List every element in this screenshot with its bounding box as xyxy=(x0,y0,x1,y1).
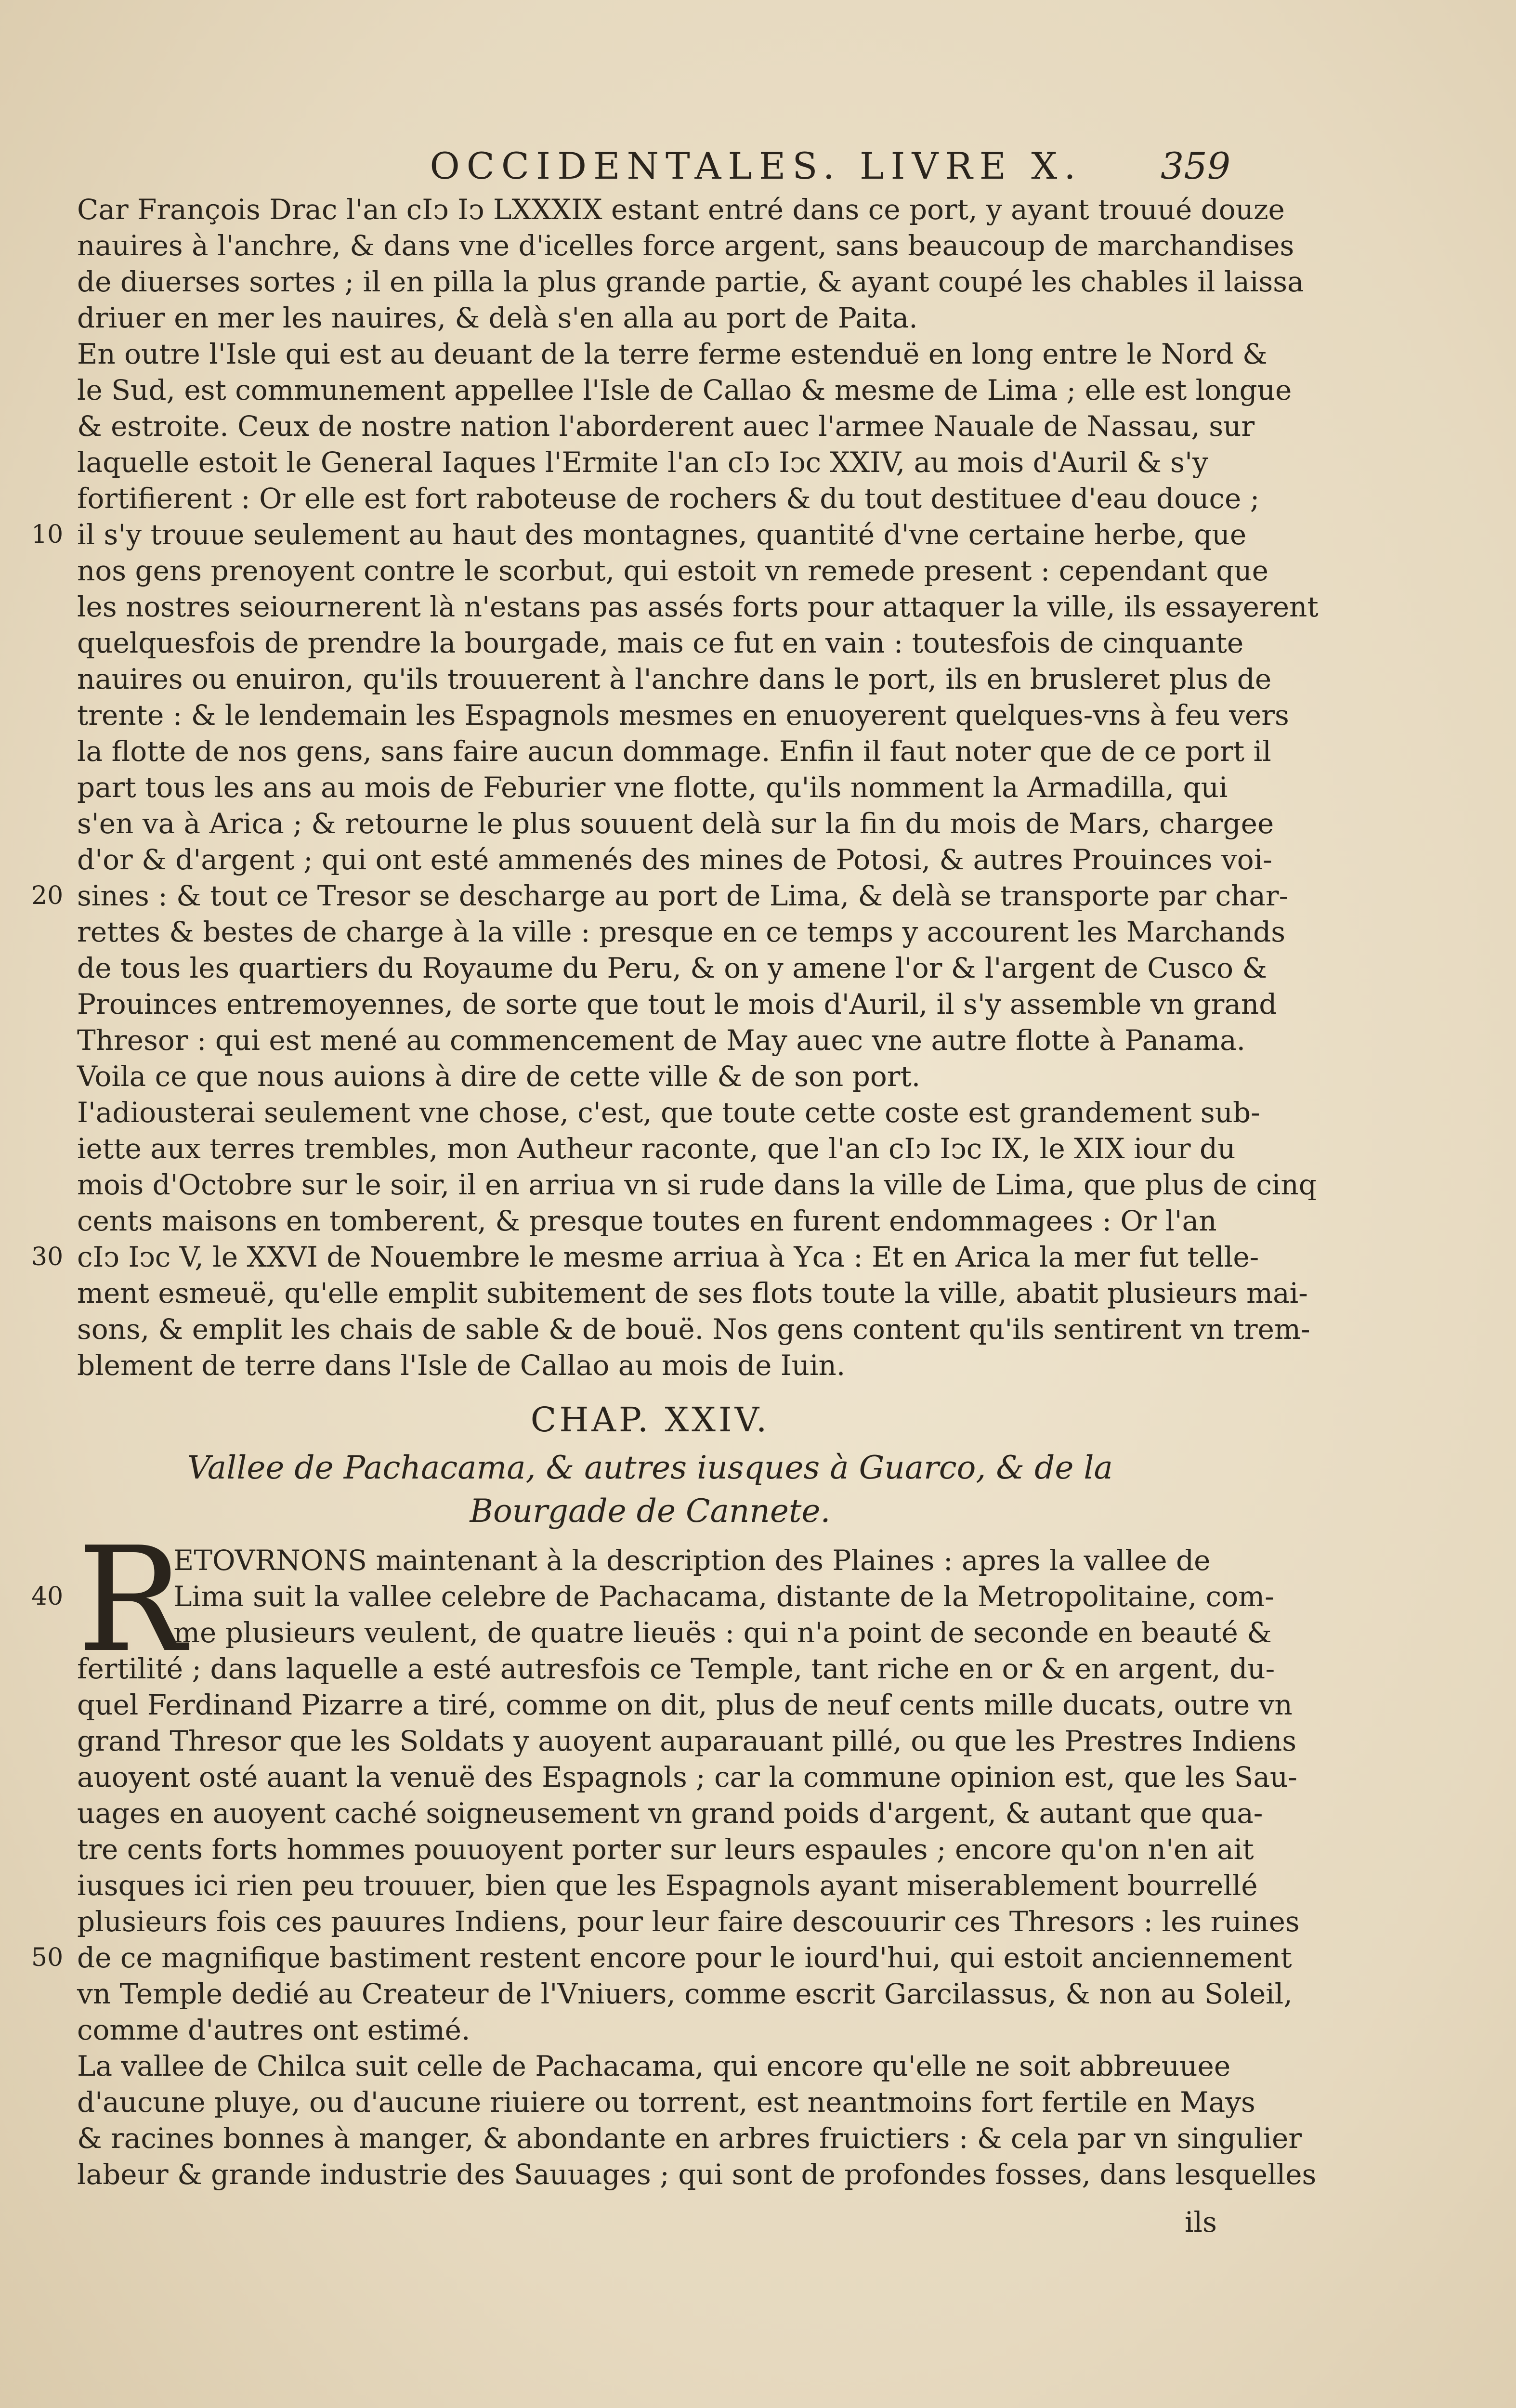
text-line xyxy=(77,2157,1317,2193)
line-text: s'en va à Arica ; & retourne le plus souuent delà sur la fin du mois de Mars, chargee xyxy=(77,807,1274,840)
text-line xyxy=(77,408,1255,445)
line-text: quel Ferdinand Pizarre a tiré, comme on dit, plus de neuf cents mille ducats, outre vn xyxy=(77,1688,1293,1721)
text-line xyxy=(77,806,1274,842)
text-line xyxy=(77,228,1294,264)
text-line xyxy=(77,1615,1272,1651)
line-text: les nostres seiournerent là n'estans pas assés forts pour attaquer la ville, ils essayerent xyxy=(77,590,1319,623)
line-text: & racines bonnes à manger, & abondante en arbres fruictiers : & cela par vn singulier xyxy=(77,2122,1302,2155)
line-number: 50 xyxy=(31,1943,64,1972)
text-line xyxy=(77,1167,1317,1203)
text-line xyxy=(77,300,1223,336)
text-line xyxy=(77,264,1304,300)
line-text: d'or & d'argent ; qui ont esté ammenés des mines de Potosi, & autres Prouinces voi- xyxy=(77,843,1272,876)
line-text: de ce magnifique bastiment restent encore pour le iourd'hui, qui estoit anciennement xyxy=(77,1941,1292,1974)
text-line xyxy=(77,1868,1258,1904)
chapter-title-line-2: Bourgade de Cannete. xyxy=(470,1492,831,1530)
text-line xyxy=(77,2084,1255,2120)
line-text: nauires ou enuiron, qu'ils trouuerent à l'anchre dans le port, ils en brusleret plus de xyxy=(77,663,1272,695)
text-line xyxy=(77,589,1319,625)
line-text: part tous les ans au mois de Feburier vne flotte, qu'ils nomment la Armadilla, qui xyxy=(77,771,1228,804)
line-text: rettes & bestes de charge à la ville : presque en ce temps y accourent les Marchands xyxy=(77,916,1286,948)
chapter-title-line-1: Vallee de Pachacama, & autres iusques à Guarco, & de la xyxy=(187,1449,1113,1486)
text-line xyxy=(77,733,1271,770)
line-text: cIↄ Iↄc V, le XXVI de Nouembre le mesme arriua à Yca : Et en Arica la mer fut telle- xyxy=(77,1241,1259,1273)
line-text: labeur & grande industrie des Sauuages ; qui sont de profondes fosses, dans lesquelles xyxy=(77,2158,1317,2191)
text-line xyxy=(77,1131,1236,1167)
line-text: La vallee de Chilca suit celle de Pachacama, qui encore qu'elle ne soit abbreuuee xyxy=(77,2050,1231,2082)
text-line xyxy=(77,1275,1308,1311)
text-line xyxy=(77,625,1244,661)
line-text: iette aux terres trembles, mon Autheur raconte, que l'an cIↄ Iↄc IX, le XIX iour du xyxy=(77,1132,1236,1165)
text-line xyxy=(77,1976,1293,2012)
line-text: laquelle estoit le General Iaques l'Ermite l'an cIↄ Iↄc XXIV, au mois d'Auril & s'y xyxy=(77,446,1208,479)
text-line xyxy=(77,1759,1297,1795)
line-text: Prouinces entremoyennes, de sorte que tout le mois d'Auril, il s'y assemble vn grand xyxy=(77,988,1277,1021)
line-number: 20 xyxy=(31,881,64,910)
chapter-heading: CHAP. XXIV. xyxy=(530,1400,770,1440)
text-line xyxy=(77,445,1223,481)
text-line xyxy=(77,336,1268,372)
line-text: le Sud, est communement appellee l'Isle de Callao & mesme de Lima ; elle est longue xyxy=(77,374,1292,406)
line-text: tre cents forts hommes pouuoyent porter sur leurs espaules ; encore qu'on n'en ait xyxy=(77,1833,1254,1866)
text-line xyxy=(77,1723,1297,1759)
line-text: Car François Drac l'an cIↄ Iↄ LXXXIX estant entré dans ce port, y ayant trouué douze xyxy=(77,193,1285,226)
text-line xyxy=(31,1940,1292,1976)
line-text: ment esmeuë, qu'elle emplit subitement de ses flots toute la ville, abatit plusieurs mai- xyxy=(77,1277,1308,1309)
line-text: ETOVRNONS maintenant à la description des Plaines : apres la vallee de xyxy=(173,1544,1211,1577)
line-text: & estroite. Ceux de nostre nation l'aborderent auec l'armee Nauale de Nassau, sur xyxy=(77,410,1255,443)
line-text: blement de terre dans l'Isle de Callao au mois de Iuin. xyxy=(77,1349,846,1382)
line-text: de diuerses sortes ; il en pilla la plus grande partie, & ayant coupé les chables il laissa xyxy=(77,265,1304,298)
text-line xyxy=(77,914,1286,950)
text-line xyxy=(77,481,1260,517)
page-number: 359 xyxy=(1161,144,1231,187)
text-line xyxy=(77,372,1292,408)
text-line xyxy=(77,1311,1310,1348)
line-text: fortifierent : Or elle est fort raboteuse de rochers & du tout destituee d'eau douce ; xyxy=(77,482,1260,515)
line-text: sines : & tout ce Tresor se descharge au port de Lima, & delà se transporte par char- xyxy=(77,879,1289,912)
text-line xyxy=(77,1203,1223,1239)
text-line xyxy=(77,661,1272,697)
line-text: plusieurs fois ces pauures Indiens, pour leur faire descouurir ces Thresors : les ruines xyxy=(77,1905,1300,1938)
line-text: trente : & le lendemain les Espagnols mesmes en enuoyerent quelques-vns à feu vers xyxy=(77,699,1289,732)
line-text: driuer en mer les nauires, & delà s'en alla au port de Paita. xyxy=(77,301,918,334)
line-text: quelquesfois de prendre la bourgade, mais ce fut en vain : toutesfois de cinquante xyxy=(77,627,1244,659)
line-text: Thresor : qui est mené au commencement de May auec vne autre flotte à Panama. xyxy=(77,1024,1246,1057)
line-text: il s'y trouue seulement au haut des montagnes, quantité d'vne certaine herbe, que xyxy=(77,518,1247,551)
text-line xyxy=(77,1651,1275,1687)
body-text xyxy=(31,192,1319,2193)
line-text: En outre l'Isle qui est au deuant de la terre ferme estenduë en long entre le Nord & xyxy=(77,338,1268,370)
text-line xyxy=(77,2120,1302,2157)
line-text: I'adiousterai seulement vne chose, c'est, que toute cette coste est grandement sub- xyxy=(77,1096,1260,1129)
text-block-b xyxy=(31,1516,1317,2193)
line-text: d'aucune pluye, ou d'aucune riuiere ou torrent, est neantmoins fort fertile en Mays xyxy=(77,2086,1255,2119)
text-block-a xyxy=(31,192,1319,1384)
line-text: iusques ici rien peu trouuer, bien que les Espagnols ayant miserablement bourrellé xyxy=(77,1869,1258,1902)
line-text: me plusieurs veulent, de quatre lieuës : qui n'a point de seconde en beauté & xyxy=(173,1616,1272,1649)
line-text: sons, & emplit les chais de sable & de bouë. Nos gens content qu'ils sentirent vn trem- xyxy=(77,1313,1310,1346)
text-line xyxy=(77,192,1285,228)
line-text: fertilité ; dans laquelle a esté autresfois ce Temple, tant riche en or & en argent, du- xyxy=(77,1652,1275,1685)
text-line xyxy=(77,1059,1223,1095)
text-line xyxy=(77,1795,1263,1832)
text-line xyxy=(31,878,1289,914)
line-text: la flotte de nos gens, sans faire aucun dommage. Enfin il faut noter que de ce port il xyxy=(77,735,1271,768)
line-number: 30 xyxy=(31,1243,64,1271)
line-text: nos gens prenoyent contre le scorbut, qui estoit vn remede present : cependant que xyxy=(77,554,1269,587)
text-line xyxy=(77,697,1289,733)
text-line xyxy=(77,1095,1260,1131)
line-text: Voila ce que nous auions à dire de cette ville & de son port. xyxy=(77,1060,921,1093)
line-text: auoyent osté auant la venuë des Espagnols ; car la commune opinion est, que les Sau- xyxy=(77,1761,1297,1793)
line-text: vn Temple dedié au Createur de l'Vniuers, comme escrit Garcilassus, & non au Soleil, xyxy=(77,1977,1293,2010)
text-line xyxy=(77,2012,1223,2048)
line-number: 10 xyxy=(31,520,64,549)
text-line xyxy=(31,1239,1259,1275)
text-line xyxy=(77,986,1277,1022)
text-line xyxy=(31,517,1247,553)
line-text: mois d'Octobre sur le soir, il en arriua vn si rude dans la ville de Lima, que plus de cinq xyxy=(77,1168,1317,1201)
text-line xyxy=(77,950,1268,986)
text-line xyxy=(77,553,1269,589)
line-text: cents maisons en tomberent, & presque toutes en furent endommagees : Or l'an xyxy=(77,1204,1217,1237)
running-title: OCCIDENTALES. LIVRE X. xyxy=(430,144,1083,187)
drop-cap: R xyxy=(77,1516,186,1684)
line-text: uages en auoyent caché soigneusement vn grand poids d'argent, & autant que qua- xyxy=(77,1797,1263,1830)
text-line xyxy=(77,1832,1254,1868)
text-line xyxy=(77,842,1272,878)
line-text: de tous les quartiers du Royaume du Peru, & on y amene l'or & l'argent de Cusco & xyxy=(77,952,1268,984)
line-text: Lima suit la vallee celebre de Pachacama, distante de la Metropolitaine, com- xyxy=(173,1580,1274,1613)
catchword: ils xyxy=(1185,2206,1217,2238)
text-line xyxy=(77,1687,1293,1723)
text-line xyxy=(77,1348,1223,1384)
text-line xyxy=(77,2048,1231,2084)
text-line xyxy=(31,1579,1274,1615)
line-text: grand Thresor que les Soldats y auoyent auparauant pillé, ou que les Prestres Indiens xyxy=(77,1725,1297,1757)
line-text: nauires à l'anchre, & dans vne d'icelles force argent, sans beaucoup de marchandises xyxy=(77,229,1294,262)
text-line xyxy=(77,770,1228,806)
line-text: comme d'autres ont estimé. xyxy=(77,2014,470,2046)
text-line xyxy=(77,1904,1300,1940)
text-line xyxy=(77,1543,1223,1579)
text-line xyxy=(77,1022,1246,1059)
line-number: 40 xyxy=(31,1582,64,1611)
